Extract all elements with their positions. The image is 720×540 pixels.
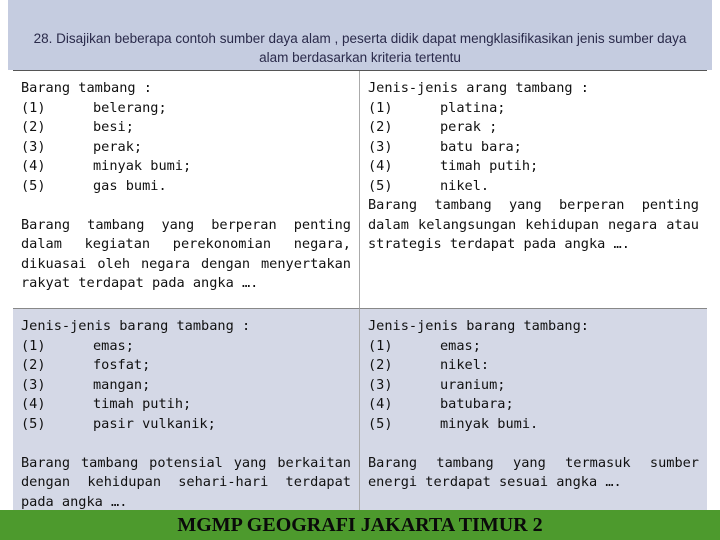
- item-number: (4): [368, 158, 393, 174]
- option-cell-4: [360, 309, 707, 511]
- option-title: Barang tambang :: [21, 80, 152, 96]
- option-title: Jenis-jenis barang tambang:: [368, 318, 589, 334]
- option-title: Jenis-jenis barang tambang :: [21, 318, 251, 334]
- item-text: pasir vulkanik;: [93, 415, 216, 432]
- question-header: [8, 0, 712, 70]
- item-number: (2): [21, 119, 46, 135]
- list-item: [368, 415, 699, 435]
- item-number: (4): [21, 158, 46, 174]
- list-item: [21, 415, 351, 435]
- item-text: uranium;: [440, 376, 506, 393]
- item-text: gas bumi.: [93, 177, 167, 194]
- item-text: besi;: [93, 119, 134, 135]
- list-item: [21, 356, 351, 376]
- item-number: (3): [21, 138, 46, 155]
- option-question: Barang tambang yang berperan penting dalam kegiatan perekonomian negara, dikuasai oleh negara dengan menyertakan rakyat terdapat pada angka ….: [21, 216, 351, 291]
- item-text: emas;: [93, 337, 134, 354]
- item-text: minyak bumi.: [440, 415, 539, 432]
- item-number: (2): [368, 119, 393, 135]
- item-text: nikel:: [440, 357, 490, 373]
- list-item: [368, 337, 699, 357]
- item-number: (1): [368, 337, 393, 354]
- option-question: Barang tambang potensial yang berkaitan dengan kehidupan sehari-hari terdapat pada angka ….: [21, 454, 351, 510]
- option-cell-2: [360, 71, 707, 309]
- item-number: (1): [21, 99, 46, 116]
- item-text: nikel.: [440, 177, 490, 194]
- item-text: emas;: [440, 337, 481, 354]
- question-text: 28. Disajikan beberapa contoh sumber daya alam , peserta didik dapat mengklasifikasikan jenis sumber daya alam berdasarkan kriteria tertentu: [33, 31, 687, 65]
- list-item: [368, 138, 699, 158]
- item-text: perak ;: [440, 119, 498, 135]
- list-item: [368, 118, 699, 138]
- item-text: timah putih;: [440, 158, 539, 174]
- item-text: batu bara;: [440, 138, 522, 155]
- option-title: Jenis-jenis arang tambang :: [368, 80, 589, 96]
- item-number: (4): [368, 396, 393, 412]
- item-number: (5): [21, 177, 46, 194]
- footer-banner: [0, 510, 720, 540]
- list-item: [21, 99, 351, 119]
- item-number: (1): [368, 99, 393, 116]
- list-item: [368, 99, 699, 119]
- footer-text: MGMP GEOGRAFI JAKARTA TIMUR 2: [177, 514, 543, 536]
- list-item: [21, 376, 351, 396]
- item-number: (3): [21, 376, 46, 393]
- list-item: [21, 138, 351, 158]
- item-number: (3): [368, 138, 393, 155]
- options-grid: [13, 70, 707, 511]
- item-text: batubara;: [440, 396, 514, 412]
- item-number: (3): [368, 376, 393, 393]
- option-question: Barang tambang yang termasuk sumber energi terdapat sesuai angka ….: [368, 454, 699, 490]
- list-item: [368, 395, 699, 415]
- list-item: [21, 395, 351, 415]
- item-number: (5): [21, 415, 46, 432]
- item-text: fosfat;: [93, 357, 151, 373]
- list-item: [368, 376, 699, 396]
- list-item: [21, 157, 351, 177]
- option-cell-1: [13, 71, 360, 309]
- item-number: (2): [368, 357, 393, 373]
- item-text: perak;: [93, 138, 143, 155]
- item-text: mangan;: [93, 376, 151, 393]
- item-number: (5): [368, 177, 393, 194]
- item-text: minyak bumi;: [93, 158, 192, 174]
- item-text: belerang;: [93, 99, 167, 116]
- item-text: platina;: [440, 99, 506, 116]
- option-cell-3: [13, 309, 360, 511]
- item-number: (1): [21, 337, 46, 354]
- list-item: [21, 118, 351, 138]
- item-text: timah putih;: [93, 396, 192, 412]
- list-item: [21, 177, 351, 197]
- list-item: [368, 157, 699, 177]
- option-question: Barang tambang yang berperan penting dalam kelangsungan kehidupan negara atau strategis terdapat pada angka ….: [368, 197, 699, 252]
- list-item: [21, 337, 351, 357]
- list-item: [368, 356, 699, 376]
- item-number: (4): [21, 396, 46, 412]
- item-number: (5): [368, 415, 393, 432]
- list-item: [368, 177, 699, 197]
- item-number: (2): [21, 357, 46, 373]
